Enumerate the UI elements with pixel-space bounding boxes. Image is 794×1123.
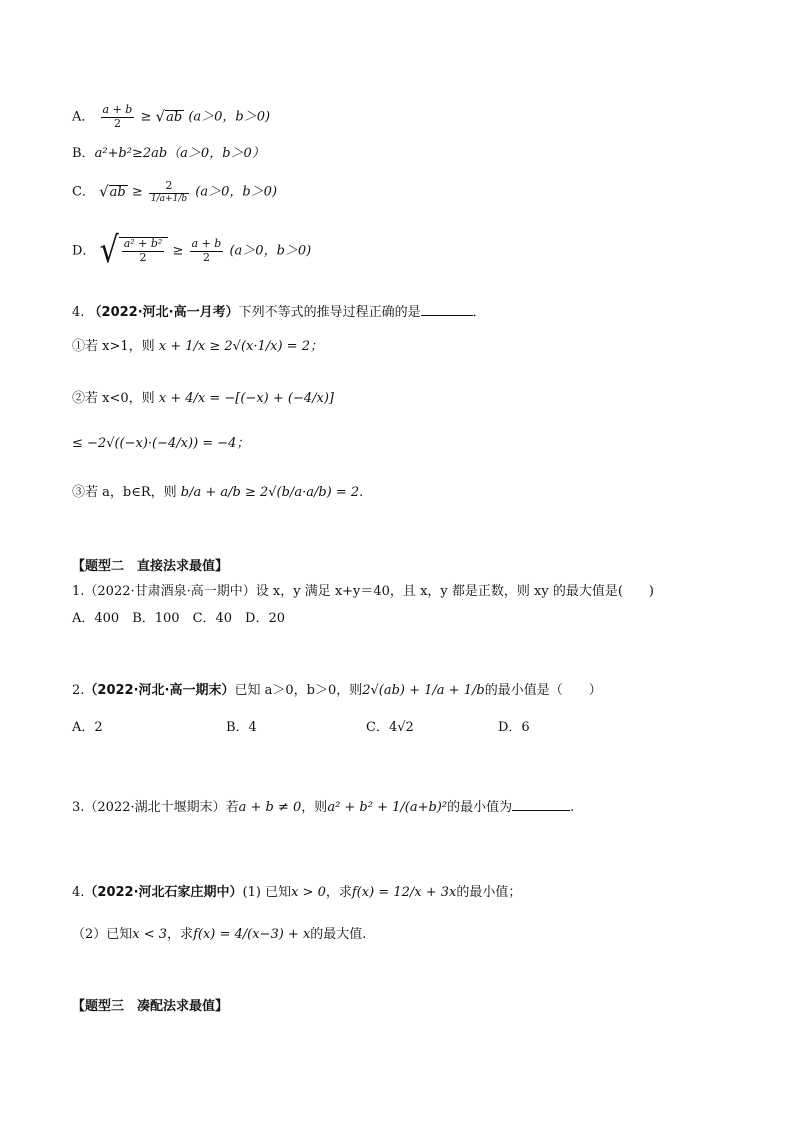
s2q1-text: 1.（2022·甘肃酒泉·高一期中）设 x，y 满足 x+y＝40，且 x，y 都是正数，则 xy 的最大值是( ) xyxy=(72,584,654,599)
section-3-title: 【题型三 凑配法求最值】 xyxy=(72,999,229,1014)
s2q1-options xyxy=(72,612,285,625)
s2q1-stem xyxy=(72,585,654,598)
q4-statement-1 xyxy=(72,340,323,353)
option-d-cond: (a＞0，b＞0) xyxy=(229,243,312,259)
option-c-num: 2 xyxy=(149,180,189,194)
option-d-den: 2 xyxy=(202,250,210,264)
option-c-rad: ab xyxy=(109,184,126,200)
s2q4-p2-b: ，求 xyxy=(167,927,194,942)
s2q4-p2-a: （2）已知 xyxy=(72,927,133,942)
q4-end: ． xyxy=(472,305,486,320)
option-a-sym: ≥ xyxy=(140,109,152,125)
q4-number: 4. xyxy=(72,305,85,320)
s2q4-source: （2022·河北石家庄期中） xyxy=(84,885,243,900)
s2q4-p1-c: 的最小值； xyxy=(456,885,522,900)
option-c-den-b: 1/b xyxy=(172,193,188,204)
option-b xyxy=(72,147,265,160)
option-d-rad-num: a² + b² xyxy=(123,236,163,250)
s2q2-option-b: B．4 xyxy=(226,720,257,735)
option-a-num: a + b xyxy=(102,103,133,116)
s2q2-stem xyxy=(72,684,602,697)
option-a-den: 2 xyxy=(113,116,121,130)
s2q2-stem-b: 的最小值是（ ） xyxy=(484,683,602,698)
s2q2-source: （2022·河北·高一期末） xyxy=(84,683,235,698)
q4-stem xyxy=(72,306,486,319)
q4-s2-line2: ≤ −2√((−x)·(−4/x)) = −4； xyxy=(72,436,250,451)
option-d xyxy=(72,229,312,272)
s2q4-p2-c: 的最大值. xyxy=(310,927,367,942)
s2q4-p2-f: f(x) = 4/(x−3) + x xyxy=(193,927,311,942)
s2q3-expr: a² + b² + 1/(a+b)² xyxy=(327,800,448,815)
q4-s3-prefix: ③若 a，b∈R，则 xyxy=(72,485,177,500)
s2q2-expr: 2√(ab) + 1/a + 1/b xyxy=(362,683,485,698)
option-c-den xyxy=(149,194,189,204)
q4-s1-expr: x + 1/x ≥ 2√(x·1/x) = 2； xyxy=(158,339,323,354)
s2q3-suffix: 的最小值为 xyxy=(447,800,513,815)
option-b-text: a²+b²≥2ab（a＞0，b＞0） xyxy=(94,146,265,161)
option-d-fraction xyxy=(190,238,224,264)
s2q3-cond: a + b ≠ 0 xyxy=(238,800,302,815)
option-d-rad-fraction xyxy=(122,238,165,264)
q4-source: （2022·河北·高一月考） xyxy=(88,305,239,320)
answer-blank xyxy=(512,810,570,811)
option-d-sym: ≥ xyxy=(172,243,184,259)
s2q4-p1-b: ，求 xyxy=(325,885,352,900)
section-2-title: 【题型二 直接法求最值】 xyxy=(72,559,229,574)
q4-s1-prefix: ①若 x>1，则 xyxy=(72,339,155,354)
s2q4-p1-a: (1) 已知 xyxy=(242,885,292,900)
q4-s3-expr: b/a + a/b ≥ 2√(b/a·a/b) = 2. xyxy=(180,485,364,500)
s2q2-option-a: A．2 xyxy=(72,720,103,735)
s2q4-part-1 xyxy=(72,886,521,899)
q4-s2-prefix: ②若 x<0，则 xyxy=(72,391,155,406)
s2q2-number: 2. xyxy=(72,683,85,698)
q4-s2-expr: x + 4/x = −[(−x) + (−4/x)] xyxy=(158,391,334,406)
s2q4-p1-cond: x > 0 xyxy=(291,885,326,900)
option-a xyxy=(72,104,270,130)
option-a-rad: ab xyxy=(166,109,183,125)
s2q3-mid: ，则 xyxy=(301,800,328,815)
s2q2-stem-a: 已知 a＞0，b＞0，则 xyxy=(234,683,363,698)
option-b-label: B． xyxy=(72,146,95,161)
s2q3-prefix: 3.（2022·湖北十堰期末）若 xyxy=(72,800,239,815)
s2q3-end: . xyxy=(570,800,575,815)
option-c xyxy=(72,180,277,204)
s2q4-number: 4. xyxy=(72,885,85,900)
option-c-fraction xyxy=(149,180,189,204)
s2q2-option-c: C．4√2 xyxy=(366,720,414,735)
q4-statement-3 xyxy=(72,486,363,499)
sqrt-icon: √ xyxy=(99,229,119,272)
s2q1-options-text: A．400 B．100 C．40 D．20 xyxy=(72,611,286,626)
option-c-den-plus: + xyxy=(165,193,173,204)
option-d-label: D． xyxy=(72,243,96,259)
q4-statement-2-line-2 xyxy=(72,437,249,450)
s2q4-part-2 xyxy=(72,928,366,941)
q4-statement-2 xyxy=(72,392,334,405)
option-c-sym: ≥ xyxy=(131,184,143,200)
sqrt-icon: √ xyxy=(99,182,109,201)
option-c-label: C． xyxy=(72,184,95,200)
s2q4-p1-f: f(x) = 12/x + 3x xyxy=(351,885,457,900)
option-a-cond: (a＞0，b＞0) xyxy=(188,109,271,125)
s2q4-p2-cond: x < 3 xyxy=(132,927,168,942)
option-d-num: a + b xyxy=(191,236,222,250)
option-d-rad-den: 2 xyxy=(139,250,147,264)
option-c-den-a: 1/a xyxy=(150,193,166,204)
s2q2-option-d: D．6 xyxy=(498,720,530,735)
option-a-label: A． xyxy=(72,109,95,125)
option-a-fraction xyxy=(101,104,135,130)
answer-blank xyxy=(421,315,473,316)
q4-stem-text: 下列不等式的推导过程正确的是 xyxy=(238,305,421,320)
option-c-cond: (a＞0，b＞0) xyxy=(195,184,278,200)
option-d-radicand xyxy=(119,237,169,264)
s2q3-stem xyxy=(72,801,574,814)
sqrt-icon: √ xyxy=(155,107,166,126)
